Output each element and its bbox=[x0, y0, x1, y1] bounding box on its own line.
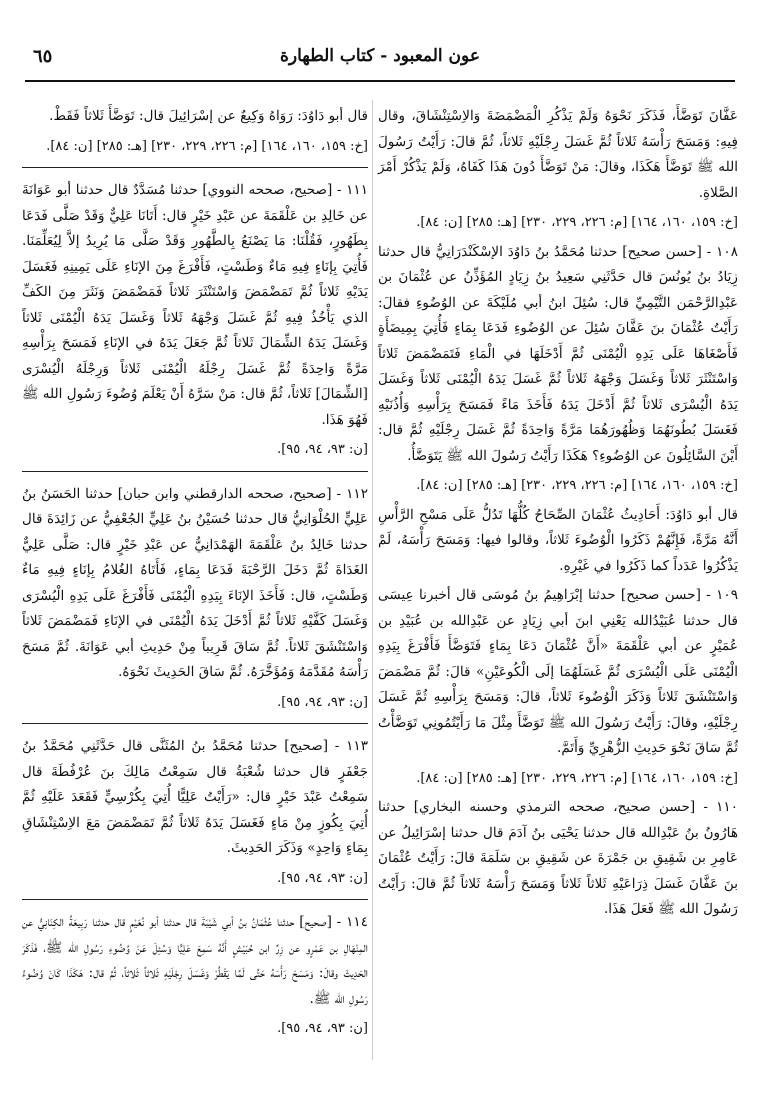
page-number: ٦٥ bbox=[33, 46, 53, 67]
running-title: عون المعبود - كتاب الطهارة bbox=[280, 46, 480, 66]
hadith-paragraph: ١١٣ - [صحيح] حدثنا مُحَمَّدُ بنُ المُثَنَّى قال حَدَّثَنِي مُحَمَّدُ بنُ جَعْفَرٍ قال حدثنا شُعْبَةُ قال سَمِعْتُ مَالِكَ بنَ عُرْفُطَةَ قال سَمِعْتُ عَبْدَ خَيْرٍ قال: «رَأَيْتُ عَلِيًّا أُتِيَ بِكُرْسِيٍّ فَقَعَدَ عَلَيْهِ ثُمَّ أُتِيَ بِكُوزٍ مِنْ مَاءٍ فَغَسَلَ يَدَهُ ثَلاثاً ثُمَّ تَمَضْمَضَ مَعَ الاِسْتِنْشَاقِ بِمَاءٍ وَاحِدٍ» وَذَكَرَ الحَدِيثَ. bbox=[22, 738, 368, 856]
reference-line: [ن: ٩٣، ٩٤، ٩٥]. bbox=[277, 694, 368, 710]
right-column bbox=[378, 104, 738, 927]
left-column bbox=[22, 104, 368, 1046]
column-separator bbox=[372, 100, 373, 1060]
hadith-divider bbox=[22, 167, 368, 168]
reference-line: [خ: ١٥٩، ١٦٠، ١٦٤] [م: ٢٢٦، ٢٢٩، ٢٣٠] [هـ: ٢٨٥] [ن: ٨٤]. bbox=[46, 138, 368, 154]
hadith-paragraph: قال أبو دَاوُدَ: أَحَادِيثُ عُثْمَانَ الصِّحَاحُ كُلُّهَا تَدُلُّ عَلَى مَسْحِ الرَّأْسِ أَنَّهُ مَرَّةً، فَإِنَّهُمْ ذَكَرُوا الْوُضُوءَ ثَلاثاً، وقالوا فيها: وَمَسَحَ رَأْسَهُ، لَمْ يَذْكُرُوا عَدَداً كما ذَكَرُوا في غَيْرِهِ. bbox=[378, 506, 738, 574]
reference-line: [ن: ٩٣، ٩٤، ٩٥]. bbox=[277, 1021, 368, 1036]
hadith-divider bbox=[22, 899, 368, 900]
hadith-paragraph: ١١٤ - [صحيح] حدثنا عُثْمَانُ بنُ أبي شَيْبَةَ قال حدثنا أبو نُعَيْمٍ قال حدثنا رَبِيعَةُ الكِنَانِيُّ عن المِنْهَالِ بن عَمْرٍو عن زِرِّ ابن حُبَيْشٍ أَنَّهُ سَمِعَ عَلِيًّا وَسُئِلَ عَنْ وُضُوءِ رَسُولِ الله ﷺ، فَذَكَرَ الحَدِيثَ وقالَ: وَمَسَحَ رَأْسَهُ حَتَّى لَمَّا يَقْطُرْ وَغَسَلَ رِجْلَيْهِ ثَلاثاً ثَلاثاً، ثُمَّ قال: هَكَذَا كَانَ وُضُوءُ رَسُولِ الله ﷺ. bbox=[22, 914, 368, 1007]
hadith-paragraph: ١١٢ - [صحيح، صححه الدارقطني وابن حبان] حدثنا الحَسَنُ بنُ عَلِيٍّ الحُلْوَانِيُّ قال حدثنا حُسَيْنُ بنُ عَلِيٍّ الجُعْفِيُّ عن زَائِدَةَ قال حدثنا خَالِدُ بنُ عَلْقَمَةَ الهَمْدَانِيُّ عن عَبْدِ خَيْرٍ قال: صَلَّى عَلِيٌّ الغَدَاةَ ثُمَّ دَخَلَ الرَّحْبَةَ فَدَعَا بِمَاءٍ، فَأَتَاهُ الغُلامُ بِإنَاءٍ فِيهِ مَاءٌ وَطَسْتٍ، قال: فَأَخَذَ الإنَاءَ بِيَدِهِ الْيُمْنَى فَأَفْرَغَ عَلَى يَدِهِ الْيُسْرَى وَغَسَلَ كَفَّيْهِ ثَلاثاً ثُمَّ أَدْخَلَ يَدَهُ الْيُمْنَى في الإنَاءِ فَمَضْمَضَ ثَلاثاً وَاسْتَنْشَقَ ثَلاثاً. ثُمَّ سَاقَ قَرِيباً مِنْ حَدِيثِ أبي عَوَانَةَ. ثُمَّ مَسَحَ رَأْسَهُ مُقَدَّمَهُ وَمُؤَخَّرَهُ. ثُمَّ سَاقَ الحَدِيثَ نَحْوَهُ. bbox=[22, 485, 368, 680]
hadith-paragraph: قال أبو دَاوُدَ: رَوَاهُ وَكِيعٌ عن إسْرَائِيلَ قال: تَوَضَّأَ ثَلاثاً فَقَطْ. bbox=[49, 108, 368, 124]
page-header bbox=[25, 36, 735, 76]
reference-line: [ن: ٩٣، ٩٤، ٩٥]. bbox=[277, 870, 368, 886]
hadith-paragraph: ١١٠ - [حسن صحيح، صححه الترمذي وحسنه البخاري] حدثنا هَارُونُ بنُ عَبْدِالله قال حدثنا يَحْيَى بنُ آدَمَ قال حدثنا إسْرَائِيلُ عن عَامِرِ بن شَقِيقِ بن جَمْرَةَ عن شَقِيقِ بن سَلَمَةَ قالَ: رَأَيْتُ عُثْمَانَ بنَ عَفَّانَ غَسَلَ ذِرَاعَيْهِ ثَلاثاً ثَلاثاً وَمَسَحَ رَأْسَهُ ثَلاثاً ثُمَّ قالَ: رَأَيْتُ رَسُولَ الله ﷺ فَعَلَ هَذَا. bbox=[378, 799, 738, 917]
hadith-divider bbox=[22, 723, 368, 724]
reference-line: [خ: ١٥٩، ١٦٠، ١٦٤] [م: ٢٢٦، ٢٢٩، ٢٣٠] [هـ: ٢٨٥] [ن: ٨٤]. bbox=[416, 478, 738, 493]
reference-line: [خ: ١٥٩، ١٦٠، ١٦٤] [م: ٢٢٦، ٢٢٩، ٢٣٠] [هـ: ٢٨٥] [ن: ٨٤]. bbox=[416, 770, 738, 786]
hadith-paragraph: ١٠٩ - [حسن صحيح] حدثنا إبْرَاهِيمُ بنُ مُوسَى قال أخبرنا عِيسَى قال حدثنا عُبَيْدُالله يَعْنِي ابنَ أبي زِيَادٍ عن عَبْدِالله بن عُبَيْدِ بن عُمَيْرٍ عن أبي عَلْقَمَةَ «أَنَّ عُثْمَانَ دَعَا بِمَاءٍ فَتَوَضَّأَ فَأَفْرَغَ بِيَدِهِ الْيُمْنَى عَلَى الْيُسْرَى ثُمَّ غَسَلَهُمَا إلَى الْكُوعَيْنِ» قالَ: ثُمَّ مَضْمَضَ وَاسْتَنْشَقَ ثَلاثاً وَذَكَرَ الْوُضُوءَ ثَلاثاً، قالَ: وَمَسَحَ بِرَأْسِهِ ثُمَّ غَسَلَ رِجْلَيْهِ، وقالَ: رَأَيْتُ رَسُولَ الله ﷺ تَوَضَّأَ مِثْلَ مَا رَأَيْتُمُونِي تَوَضَّأْتُ ثُمَّ سَاقَ نَحْوَ حَدِيثِ الزُّهْرِيِّ وَأَتَمَّ. bbox=[378, 587, 738, 756]
reference-line: [خ: ١٥٩، ١٦٠، ١٦٤] [م: ٢٢٦، ٢٢٩، ٢٣٠] [هـ: ٢٨٥] [ن: ٨٤]. bbox=[416, 215, 738, 230]
header-rule bbox=[25, 80, 735, 82]
hadith-paragraph: ١١١ - [صحيح، صححه النووي] حدثنا مُسَدَّدٌ قال حدثنا أبو عَوَانَةَ عن خَالِدِ بن عَلْقَمَةَ عن عَبْدِ خَيْرٍ قال: أَتَانَا عَلِيٌّ وَقَدْ صَلَّى فَدَعَا بِطَهُورٍ، فَقُلْنَا: مَا يَصْنَعُ بِالطَّهُورِ وَقَدْ صَلَّى مَا يُرِيدُ إلاَّ لِيُعَلِّمَنَا. فَأُتِيَ بِإنَاءٍ فِيهِ مَاءٌ وَطَسْتٍ، فَأَفْرَغَ مِنَ الإنَاءِ عَلَى يَمِينِهِ فَغَسَلَ يَدَيْهِ ثَلاثاً ثُمَّ تَمَضْمَضَ وَاسْتَنْثَرَ ثَلاثاً فَمَضْمَضَ وَنَثَرَ مِنَ الكَفِّ الذي يَأْخُذُ فِيهِ ثُمَّ غَسَلَ وَجْهَهُ ثَلاثاً وَغَسَلَ يَدَهُ الْيُمْنَى ثَلاثاً وَغَسَلَ يَدَهُ الشِّمَالَ ثَلاثاً ثُمَّ جَعَلَ يَدَهُ في الإنَاءِ فَمَسَحَ بِرَأْسِهِ مَرَّةً وَاحِدَةً ثُمَّ غَسَلَ رِجْلَهُ الْيُمْنَى ثَلاثاً وَرِجْلَهُ الْيُسْرَى [الشِّمَالَ] ثَلاثاً، ثُمَّ قال: مَنْ سَرَّهُ أَنْ يَعْلَمَ وُضُوءَ رَسُولِ الله ﷺ فَهُوَ هَذَا. bbox=[22, 182, 368, 428]
hadith-divider bbox=[22, 471, 368, 472]
hadith-paragraph: ١٠٨ - [حسن صحيح] حدثنا مُحَمَّدُ بنُ دَاوُدَ الإسْكَنْدَرَانِيُّ قال حدثنا زِيَادُ بنُ يُونُسَ قال حَدَّثَنِي سَعِيدُ بنُ زِيَادٍ المُؤَذِّنُ عن عُثْمَانَ بن عَبْدِالرَّحْمَن التَّيْمِيِّ قال: سُئِلَ ابنُ أبي مُلَيْكَةَ عن الوُضُوءِ فقالَ: رَأَيْتُ عُثْمَانَ بنَ عَفَّانَ سُئِلَ عن الوُضُوءِ فَدَعَا بِمَاءٍ فَأُتِيَ بِمِيضَأَةٍ فَأَصْغَاهَا عَلَى يَدِهِ الْيُمْنَى ثُمَّ أَدْخَلَهَا في الْمَاءِ فَتَمَضْمَضَ ثَلاثاً وَاسْتَنْثَرَ ثَلاثاً وَغَسَلَ وَجْهَهُ ثَلاثاً ثُمَّ غَسَلَ يَدَهُ الْيُمْنَى ثَلاثاً وَغَسَلَ يَدَهُ الْيُسْرَى ثَلاثاً ثُمَّ أَدْخَلَ يَدَهُ فَأَخَذَ مَاءً فَمَسَحَ بِرَأْسِهِ وَأُذُنَيْهِ فَغَسَلَ بُطُونَهُمَا وَظُهُورَهُمَا مَرَّةً وَاحِدَةً ثُمَّ غَسَلَ رِجْلَيْهِ ثُمَّ قال: أَيْنَ السَّائِلُونَ عن الوُضُوءِ؟ هَكَذَا رَأَيْتُ رَسُولَ الله ﷺ يَتَوَضَّأُ. bbox=[378, 243, 738, 464]
hadith-paragraph: عَفَّانَ تَوَضَّأَ، فَذَكَرَ نَحْوَهُ وَلَمْ يَذْكُرِ الْمَضْمَضَةَ وَالاِسْتِنْشَاقَ، وقال فِيهِ: وَمَسَحَ رَأْسَهُ ثَلاثاً ثُمَّ غَسَلَ رِجْلَيْهِ ثَلاثاً، ثُمَّ قالَ: رَأَيْتُ رَسُولَ الله ﷺ تَوَضَّأَ هَكَذَا، وقالَ: مَنْ تَوَضَّأَ دُونَ هَذَا كَفَاهُ، وَلَمْ يَذْكُرْ أَمْرَ الصَّلاةِ. bbox=[378, 108, 738, 201]
reference-line: [ن: ٩٣، ٩٤، ٩٥]. bbox=[277, 442, 368, 457]
